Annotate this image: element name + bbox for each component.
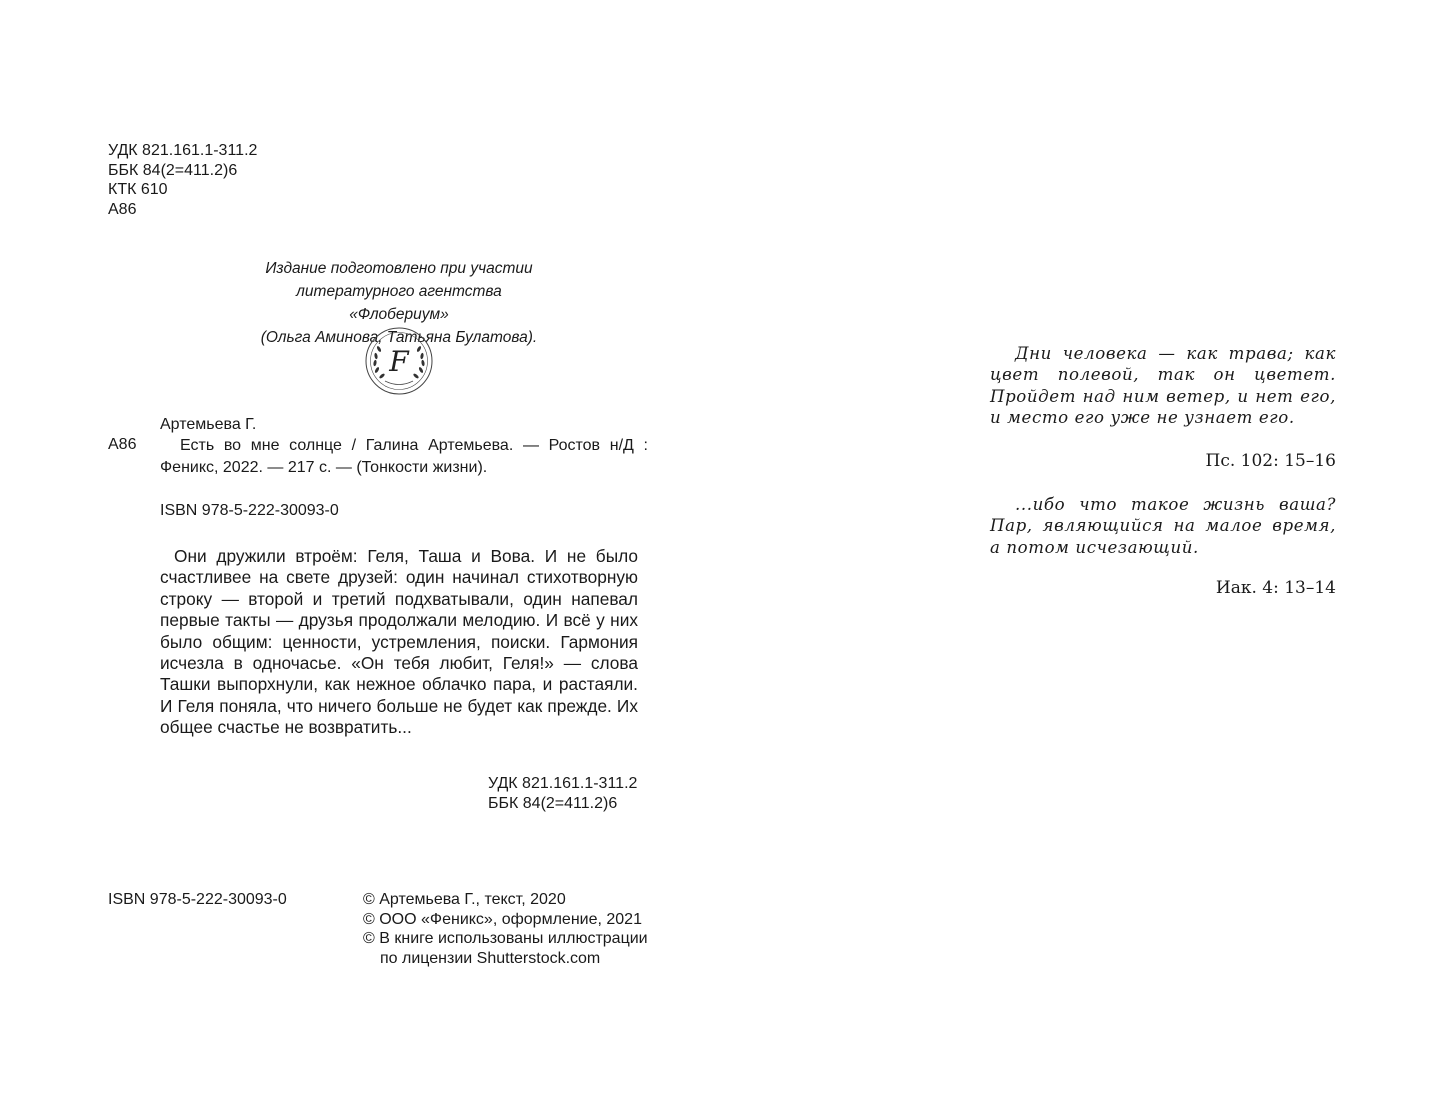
agency-logo (364, 326, 434, 396)
logo-letter: F (389, 345, 409, 378)
agency-note-line: литературного агентства «Флобериум» (296, 283, 502, 323)
agency-note-line: (Ольга Аминова, Татьяна Булатова). (260, 329, 538, 346)
copyright-block (363, 890, 648, 968)
classification-codes (108, 141, 257, 219)
annotation: Они дружили втроём: Геля, Таша и Вова. И не было счастливее на свете друзей: один начинал стихотворную строку — второй и третий подхватывали, один напевал первые такты — друзья продолжали мелодию. И всё у них было общим: ценности, устремления, поиски. Гармония исчезла в одночасье. «Он тебя любит, Геля!» — слова Ташки выпорхнули, как нежное облачко пара, и растаяли. И Геля поняла, что ничего больше не будет как прежде. Их общее счастье не возвратить... (160, 546, 638, 738)
copyright-line: © ООО «Феникс», оформление, 2021 (363, 910, 642, 928)
epigraph-text: Дни человека — как трава; как цвет полевой, так он цветет. Пройдет над ним ветер, и нет его, и место его уже не узнает его. (990, 344, 1336, 427)
copyright-line: по лицензии Shutterstock.com (380, 949, 601, 967)
author-mark: А86 (108, 200, 137, 218)
udk-code: УДК 821.161.1-311.2 (488, 775, 638, 792)
isbn-footer: ISBN 978-5-222-30093-0 (108, 891, 287, 908)
bibliographic-record (108, 415, 648, 479)
copyright-line: © Артемьева Г., текст, 2020 (363, 891, 566, 908)
bottom-codes (488, 774, 637, 813)
ktk-code: КТК 610 (108, 181, 168, 198)
epigraph-source: Иак. 4: 13–14 (1215, 578, 1336, 598)
index-mark: А86 (108, 435, 137, 453)
epigraph-text: ...ибо что такое жизнь ваша? Пар, являющийся на малое время, а потом исчезающий. (990, 495, 1336, 557)
epigraph-source: Пс. 102: 15–16 (1205, 451, 1336, 471)
udk-code: УДК 821.161.1-311.2 (108, 142, 258, 159)
isbn: ISBN 978-5-222-30093-0 (160, 502, 339, 519)
copyright-line: © В книге использованы иллюстрации (363, 930, 648, 947)
bbk-code: ББК 84(2=411.2)6 (108, 161, 238, 179)
laurel-wreath-icon (364, 326, 434, 396)
author-name: Артемьева Г. (160, 416, 257, 433)
agency-note-line: Издание подготовлено при участии (265, 260, 533, 277)
book-description: Есть во мне солнце / Галина Артемьева. — Ростов н/Д : Феникс, 2022. — 217 с. — (Тонкости жизни). (160, 436, 648, 476)
bbk-code: ББК 84(2=411.2)6 (488, 794, 618, 812)
